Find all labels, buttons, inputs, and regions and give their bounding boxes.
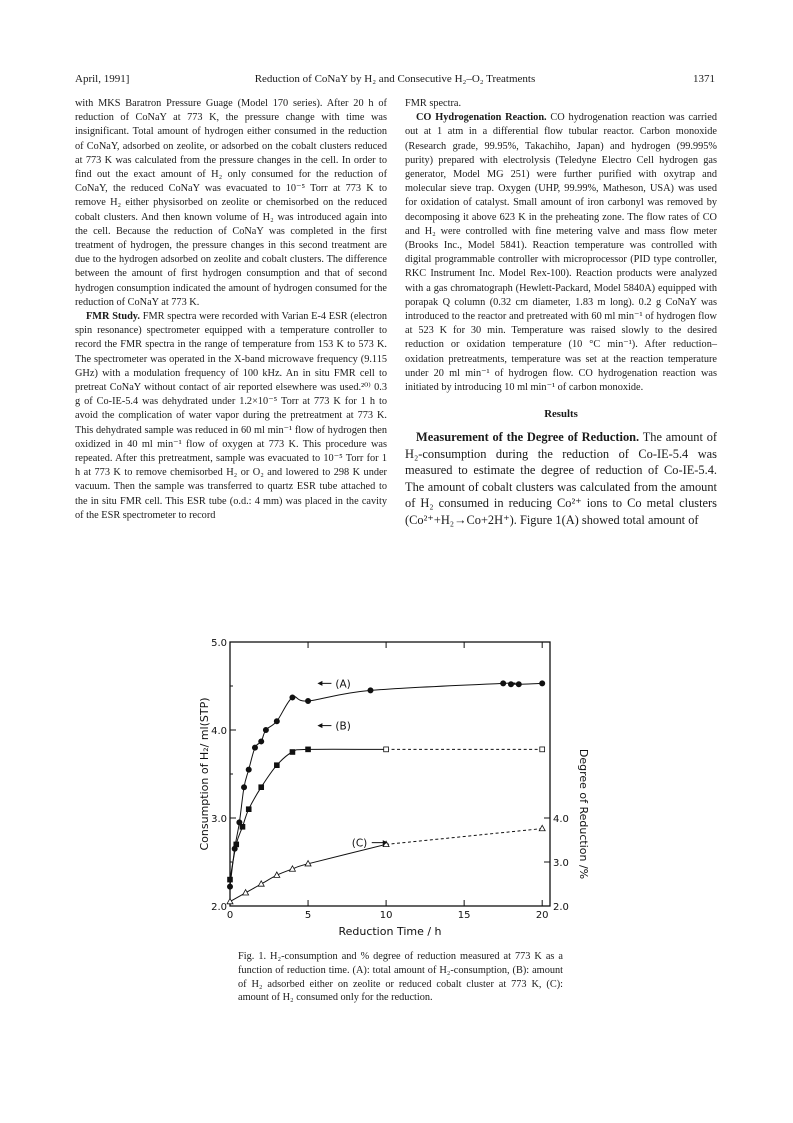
run-in-heading: Measurement of the Degree of Reduction. [416,430,640,445]
y-tick-label: 2.0 [211,902,227,913]
data-point [540,747,545,752]
data-point [290,695,295,700]
series-0 [227,678,544,889]
series-label-arrowhead [317,681,322,686]
paragraph-text: The amount of H₂-consumption during the reduction of Co-IE-5.4 was measured to estimate the degree of reduction of Co-IE-5.4. The amount of cobalt clusters was calculated from the amount of H₂ consumed in reducing Co²⁺ ions to Co metal clusters (Co²⁺+H₂→Co+2H⁺). Figure 1(A) showed total amount of [405,430,718,527]
data-point [501,681,506,686]
series-label: (B) [335,720,351,733]
y2-tick-label: 2.0 [553,902,569,913]
series-line [230,844,386,901]
figure-1 [190,630,610,940]
data-point [274,763,279,768]
series-1 [228,721,545,882]
paragraph-text: CO hydrogenation reaction was carried out at 1 atm in a differential flow tubular reactor. Carbon monoxide (Research grade, 99.95%, Takachiho, Japan) and hydrogen (99.995% purity) prepared with electrolysis (Teledyne Electro Cell hydrogen gas generator, Model MG 251) were further purified with oxytrap and molecular sieve trap. Oxygen (UHP, 99.99%, Matheson, USA) was used for oxidation of catalyst. Small amount of iron carbonyl was removed by decomposing it above 623 K in the preheating zone. The flow rates of CO and H₂ were controlled with fine metering valve and mass flow meter (Brooks Inc., Model 5841). Reaction temperature was controlled with digital programmable controller with microprocessor (PID type controller, RKC Instrument Inc. Model Rex-100). Reaction products were analyzed with a gas chromatograph (Hewlett-Packard, Model 5840A) equipped with porapak Q column (0.32 cm diameter, 1.83 m long). 0.2 g CoNaY was introduced to the reactor and pretreated with 60 ml min⁻¹ of hydrogen flow at 523 K for 30 min. Temperature was raised slowly to the desired reduction or oxidation temperature (10 °C min⁻¹). After reduction–oxidation pretreatments, temperature was set at the reaction temperature under 20 ml min⁻¹ of hydrogen flow. CO hydrogenation reaction was initiated by introducing 10 ml min⁻¹ of carbon monoxide. [405,112,718,394]
paragraph [405,429,717,527]
header-title: Reduction of CoNaY by H₂ and Consecutive H₂–O₂ Treatments [254,73,536,85]
y2-tick-label: 4.0 [553,814,569,825]
series-line [230,683,542,887]
x-tick-label: 0 [226,910,234,921]
y-tick-label: 5.0 [211,638,227,649]
right-column [405,97,717,528]
paragraph [75,310,387,523]
x-tick-label: 10 [379,910,393,921]
data-point [384,747,389,752]
x-tick-label: 5 [304,910,312,921]
figure-caption: Fig. 1. H₂-consumption and % degree of reduction measured at 773 K as a function of reduction time. (A): total amount of H₂-consumption, (B): amount of H₂ adsorbed either on zeolite or reduced cobalt cluster at 773 K, (C): amount of H₂ consumed only for the reduction. [238,951,563,1004]
data-point [305,698,310,703]
paragraph [405,111,717,395]
data-point [290,750,295,755]
y-tick-label: 4.0 [211,726,227,737]
y-axis-label: Consumption of H₂/ ml(STP) [198,697,211,851]
series-2 [227,825,545,903]
data-point [274,719,279,724]
run-in-heading: CO Hydrogenation Reaction. [416,112,547,124]
series-label: (A) [335,678,351,691]
y-tick-label: 3.0 [211,814,227,825]
paragraph: with MKS Baratron Pressure Guage (Model 170 series). After 20 h of reduction of CoNaY at 773 K, the pressure change with time was insignificant. Total amount of hydrogen either consumed in the reduction of CoNaY, adsorbed on zeolite, or adsorbed on the cobalt clusters reduced at 773 K was calculated from the pressure changes in the cell. In order to find out the exact amount of H₂ only consumed for the reduction of CoNaY, the reduced CoNaY was evacuated to 10⁻⁵ Torr at 773 K to remove H₂ either physisorbed on zeolite or chemisorbed on the reduced cobalt clusters. And then known volume of H₂ was introduced again into the cell. Because the reduction of CoNaY was completed in the first treatment of hydrogen, the pressure changes in this second treatment are due to the hydrogen adsorbed on zeolite and cobalt clusters. The difference between the amount of first hydrogen consumption and that of second hydrogen consumption indicated the amount of hydrogen consumed for the reduction of CoNaY at 773 K. [75,98,387,308]
data-point [259,785,264,790]
left-column [75,97,387,523]
paragraph-text: FMR spectra were recorded with Varian E-4 ESR (electron spin resonance) spectrometer equipped with a temperature controller to record the FMR spectra in the range of temperature from 153 K to 573 K. The spectrometer was operated in the X-band microwave frequency (9.115 GHz) with a modulation frequency of 100 kHz. An in situ FMR cell to pretreat CoNaY without contact of air reported elsewhere was used.²⁰⁾ 0.3 g of Co-IE-5.4 was dehydrated under 1.2×10⁻⁵ Torr at 773 K for 1 h to avoid the complication of water vapor during the pretreatment at 773 K. This dehydrated sample was reduced in 60 ml min⁻¹ flow of hydrogen then oxidized in 40 ml min⁻¹ flow of oxygen at 773 K. This procedure was repeated. After this pretreatment, sample was evacuated to 10⁻⁵ Torr for 1 h at 773 K to remove chemisorbed H₂ or O₂ and lowered to 298 K under vacuum. Then the sample was transferred to quartz ESR tube attached to the in situ FMR cell. This ESR tube (o.d.: 4 mm) was placed in the cavity of the ESR spectrometer to record [75,311,387,521]
data-point [241,785,246,790]
data-point [539,825,545,830]
data-point [368,688,373,693]
data-point [228,877,233,882]
data-point [252,745,257,750]
data-point [227,898,233,903]
series-label-arrowhead [317,723,322,728]
results-block [405,429,717,527]
x-tick-label: 20 [535,910,549,921]
data-point [258,881,264,886]
data-point [234,842,239,847]
y2-tick-label: 3.0 [553,858,569,869]
header-date: April, 1991] [75,73,130,85]
data-point [259,739,264,744]
series-line-dashed [386,829,542,845]
data-point [306,747,311,752]
data-point [516,682,521,687]
data-point [227,884,232,889]
data-point [540,681,545,686]
chart [190,630,610,940]
data-point [263,727,268,732]
x-tick-label: 15 [457,910,471,921]
data-point [240,824,245,829]
data-point [246,767,251,772]
data-point [243,890,249,895]
data-point [508,682,513,687]
data-point [246,807,251,812]
x-axis-label: Reduction Time / h [338,925,442,938]
series-label: (C) [351,837,368,850]
y2-axis-label: Degree of Reduction /% [577,748,590,880]
page-number: 1371 [693,73,715,85]
section-heading: Results [544,408,578,421]
paragraph: FMR spectra. [405,98,462,109]
run-in-heading: FMR Study. [86,311,140,323]
running-header [75,73,715,89]
